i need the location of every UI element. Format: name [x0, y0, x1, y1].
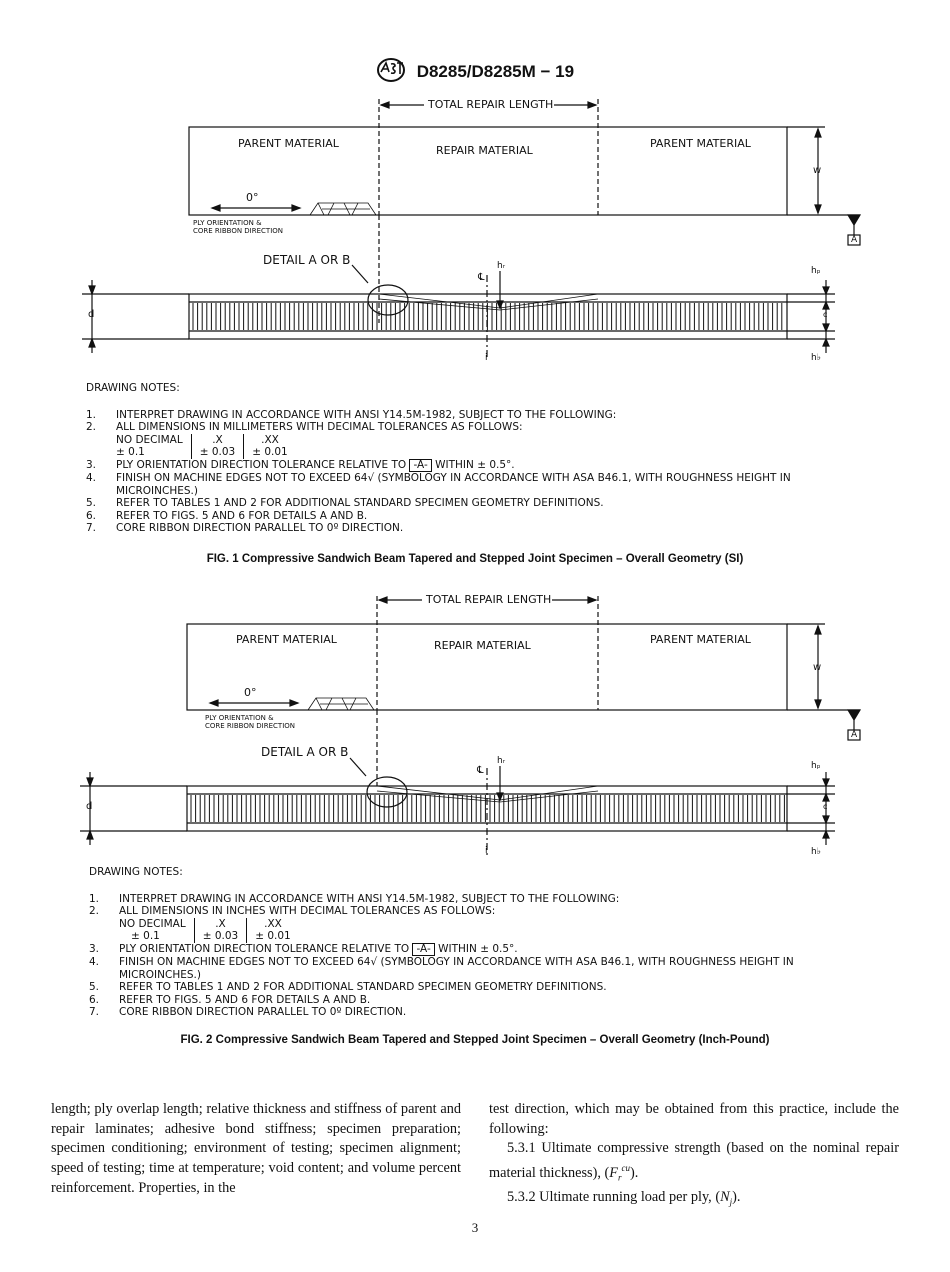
note-5: 5. REFER TO TABLES 1 AND 2 FOR ADDITIONAL STANDARD SPECIMEN GEOMETRY DEFINITIONS.: [86, 497, 604, 510]
parent-material-left-label: PARENT MATERIAL: [238, 137, 339, 150]
parent-material-right-label: PARENT MATERIAL: [650, 137, 751, 150]
width-label: w: [813, 165, 822, 176]
figure-1: [0, 95, 950, 570]
repair-material-label: REPAIR MATERIAL: [436, 144, 533, 157]
note-1: 1. INTERPRET DRAWING IN ACCORDANCE WITH ANSI Y14.5M-1982, SUBJECT TO THE FOLLOWING:: [86, 408, 617, 421]
body-column-right: [489, 1100, 899, 1213]
core-thickness-label: c: [823, 310, 828, 319]
i-label: i: [485, 353, 488, 363]
astm-logo-icon: [376, 58, 406, 87]
depth-label: d: [88, 309, 95, 320]
figure-2: [0, 590, 950, 1060]
detail-label: DETAIL A OR B: [263, 253, 351, 267]
note-3: 3. PLY ORIENTATION DIRECTION TOLERANCE RELATIVE TO -A- WITHIN ± 0.5°.: [89, 942, 518, 955]
note-6: 6. REFER TO FIGS. 5 AND 6 FOR DETAILS A AND B.: [86, 509, 368, 522]
figure-2-caption: FIG. 2 Compressive Sandwich Beam Tapered and Stepped Joint Specimen – Overall Geometry (Inch-Pound): [180, 1034, 770, 1046]
parent-material-right-label: PARENT MATERIAL: [650, 633, 751, 646]
drawing-notes: [86, 382, 846, 535]
detail-label: DETAIL A OR B: [261, 745, 349, 759]
note-7: 7. CORE RIBBON DIRECTION PARALLEL TO 0º DIRECTION.: [89, 1006, 407, 1019]
notes-title: DRAWING NOTES:: [89, 866, 183, 878]
total-repair-length-label: TOTAL REPAIR LENGTH: [428, 98, 554, 111]
section-5-3-2: 5.3.2 Ultimate running load per ply, $(N_j)$.: [507, 1189, 741, 1208]
note-6: 6. REFER TO FIGS. 5 AND 6 FOR DETAILS A AND B.: [89, 993, 371, 1006]
datum-box: -A-: [409, 459, 431, 472]
note-7: 7. CORE RIBBON DIRECTION PARALLEL TO 0º DIRECTION.: [86, 522, 404, 535]
hp-label: hₚ: [811, 761, 821, 771]
drawing-notes: [89, 866, 849, 1019]
section-5-3-1: 5.3.1 Ultimate compressive strength (based on the nominal repair material thickness), $(F_r^{cu})$.: [489, 1140, 899, 1183]
parent-material-left-label: PARENT MATERIAL: [236, 633, 337, 646]
zero-degree-label: 0°: [244, 686, 257, 699]
tolerance-table: NO DECIMAL ± 0.1 .X ± 0.03 .XX ± 0.01: [119, 917, 291, 943]
tolerance-table: NO DECIMAL ± 0.1 .X ± 0.03 .XX ± 0.01: [116, 433, 288, 459]
note-3: 3. PLY ORIENTATION DIRECTION TOLERANCE RELATIVE TO -A- WITHIN ± 0.5°.: [86, 458, 515, 471]
i-label: i: [485, 846, 488, 856]
zero-degree-label: 0°: [246, 191, 259, 204]
note-4: 4. FINISH ON MACHINE EDGES NOT TO EXCEED 64√ (SYMBOLOGY IN ACCORDANCE WITH ASA B46.1, WITH ROUGHNESS HEIGHT IN MICROINCHES.): [86, 471, 791, 497]
hb-label: h♭: [811, 353, 821, 363]
hr-label: hᵣ: [497, 756, 506, 766]
depth-label: d: [86, 801, 93, 812]
datum-box: -A-: [412, 943, 434, 956]
paragraph-intro: test direction, which may be obtained from this practice, include the following:: [489, 1101, 899, 1137]
ply-orientation-label-1: PLY ORIENTATION &: [193, 219, 262, 227]
centerline-label: ℄: [478, 272, 485, 283]
body-column-left: [51, 1100, 461, 1199]
figure-1-caption: FIG. 1 Compressive Sandwich Beam Tapered and Stepped Joint Specimen – Overall Geometry (SI): [206, 553, 744, 565]
ply-orientation-label-2: CORE RIBBON DIRECTION: [205, 722, 296, 730]
core-thickness-label: c: [823, 802, 828, 811]
figure-2-drawing: [0, 590, 950, 860]
page-number: 3: [471, 1220, 479, 1235]
total-repair-length-label: TOTAL REPAIR LENGTH: [426, 593, 552, 606]
note-4: 4. FINISH ON MACHINE EDGES NOT TO EXCEED 64√ (SYMBOLOGY IN ACCORDANCE WITH ASA B46.1, WITH ROUGHNESS HEIGHT IN MICROINCHES.): [89, 955, 794, 981]
note-5: 5. REFER TO TABLES 1 AND 2 FOR ADDITIONAL STANDARD SPECIMEN GEOMETRY DEFINITIONS.: [89, 981, 607, 994]
notes-title: DRAWING NOTES:: [86, 382, 180, 394]
document-header: [0, 58, 950, 87]
ply-orientation-label-2: CORE RIBBON DIRECTION: [193, 227, 284, 235]
datum-a-label: A: [851, 235, 858, 245]
designation: D8285/D8285M − 19: [416, 61, 575, 81]
datum-a-label: A: [851, 730, 858, 740]
figure-1-drawing: [0, 95, 950, 365]
ply-orientation-label-1: PLY ORIENTATION &: [205, 714, 274, 722]
hr-label: hᵣ: [497, 261, 506, 271]
note-1: 1. INTERPRET DRAWING IN ACCORDANCE WITH ANSI Y14.5M-1982, SUBJECT TO THE FOLLOWING:: [89, 892, 620, 905]
note-2: 2. ALL DIMENSIONS IN INCHES WITH DECIMAL TOLERANCES AS FOLLOWS:: [89, 905, 496, 918]
centerline-label: ℄: [477, 765, 484, 776]
repair-material-label: REPAIR MATERIAL: [434, 639, 531, 652]
hp-label: hₚ: [811, 266, 821, 276]
note-2: 2. ALL DIMENSIONS IN MILLIMETERS WITH DECIMAL TOLERANCES AS FOLLOWS:: [86, 421, 523, 434]
paragraph-continued: length; ply overlap length; relative thickness and stiffness of parent and repair laminates; adhesive bond stiffness; specimen preparation; specimen conditioning; environment of testing; specimen alignment; speed of testing; time at temperature; void content; and volume percent reinforcement. Properties, in the: [51, 1101, 461, 1196]
hb-label: h♭: [811, 847, 821, 857]
width-label: w: [813, 662, 822, 673]
